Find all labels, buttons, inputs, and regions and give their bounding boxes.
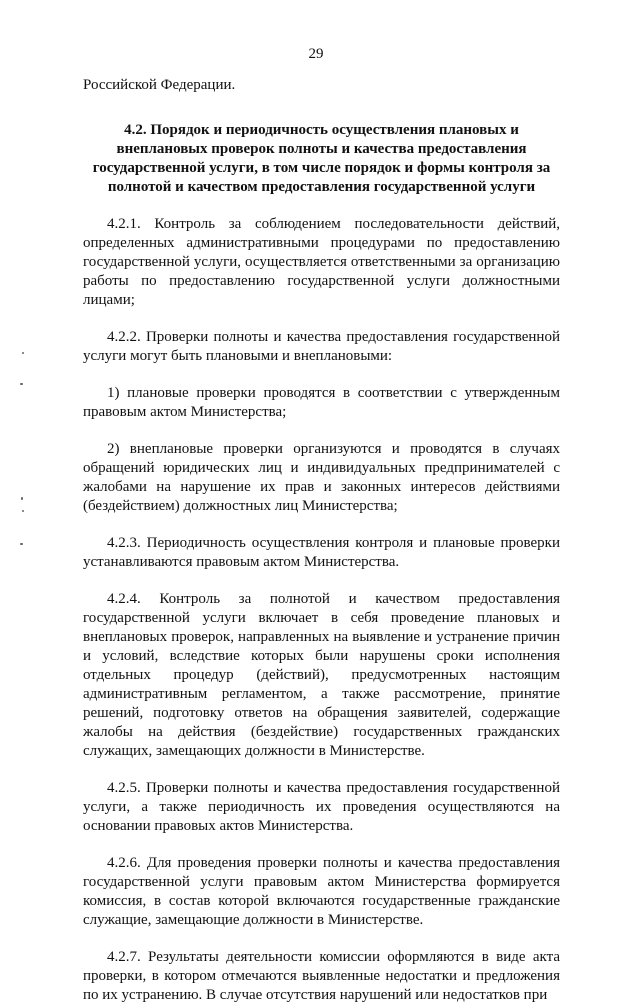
scan-mark [20,383,23,385]
paragraph-4-2-4: 4.2.4. Контроль за полнотой и качеством предоставления государственной услуги включает в себя проведение плановых и внеплановых проверок, направленных на выявление и устранение причин и условий, вследствие которых были нарушены сроки исполнения отдельных процедур (действий), предусмотренных настоящим административным регламентом, а также рассмотрение, принятие решений, подготовку ответов на обращения заявителей, содержащие жалобы на действия (бездействие) государственных гражданских служащих, замещающих должности в Министерстве. [83,591,560,759]
paragraph-4-2-5: 4.2.5. Проверки полноты и качества предоставления государственной услуги, а также периодичность их проведения осуществляются на основании правовых актов Министерства. [83,780,560,834]
scan-mark [22,510,24,512]
paragraph-item-2: 2) внеплановые проверки организуются и проводятся в случаях обращений юридических лиц и индивидуальных предпринимателей с жалобами на нарушение их прав и законных интересов действиями (бездействием) должностных лиц Министерства; [83,441,560,514]
scan-mark [20,543,23,545]
section-heading: 4.2. Порядок и периодичность осуществления плановых и внеплановых проверок полноты и качества предоставления государственной услуги, в том числе порядок и формы контроля за полнотой и качеством предоставления государственной услуги [92,122,551,195]
paragraph-4-2-7: 4.2.7. Результаты деятельности комиссии оформляются в виде акта проверки, в котором отмечаются выявленные недостатки и предложения по их устранению. В случае отсутствия нарушений или недостатков при [83,949,560,1003]
page-number: 29 [308,46,324,62]
paragraph-4-2-3: 4.2.3. Периодичность осуществления контроля и плановые проверки устанавливаются правовым актом Министерства. [83,535,560,570]
scan-mark [22,352,24,354]
scan-mark [21,497,23,500]
paragraph-4-2-2: 4.2.2. Проверки полноты и качества предоставления государственной услуги могут быть плановыми и внеплановыми: [83,329,560,364]
paragraph-4-2-6: 4.2.6. Для проведения проверки полноты и качества предоставления государственной услуги правовым актом Министерства формируется комиссия, в состав которой включаются государственные гражданские служащие, замещающие должности в Министерстве. [83,855,560,928]
paragraph-item-1: 1) плановые проверки проводятся в соответствии с утвержденным правовым актом Министерства; [83,385,560,420]
paragraph-4-2-1: 4.2.1. Контроль за соблюдением последовательности действий, определенных административными процедурами по предоставлению государственной услуги, осуществляется ответственными за организацию работы по предоставлению государственной услуги должностными лицами; [83,216,560,308]
document-body [83,76,560,1005]
continued-line: Российской Федерации. [83,77,236,93]
